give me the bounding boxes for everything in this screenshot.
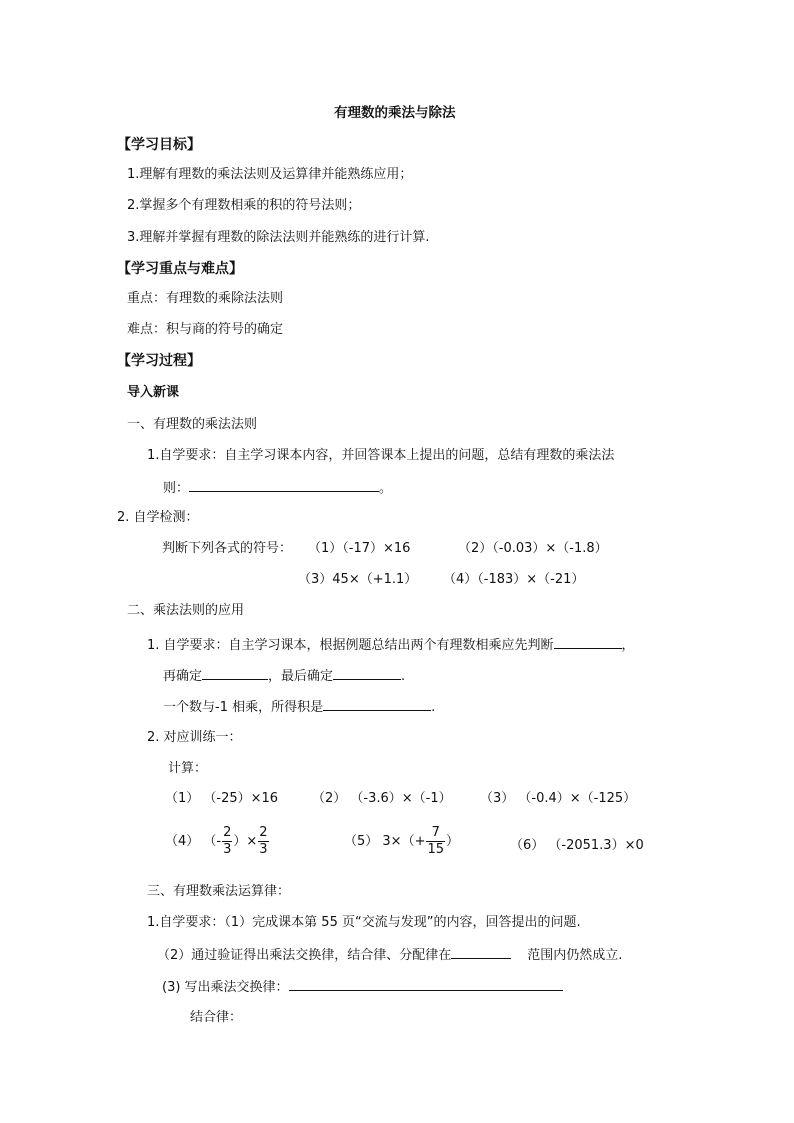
punct: 。 — [379, 481, 393, 496]
goal-item: 2.掌握多个有理数相乘的积的符号法则； — [127, 198, 361, 213]
calc-3: （3） （-0.4）×（-125） — [480, 791, 637, 806]
part1-rule-line — [163, 479, 392, 497]
answer-blank[interactable] — [189, 479, 379, 492]
question-3: （3）45×（+1.1） — [298, 572, 418, 587]
intro-heading: 导入新课 — [127, 385, 180, 400]
fraction — [426, 825, 445, 858]
answer-blank[interactable] — [451, 946, 511, 959]
part2-heading: 二、乘法法则的应用 — [127, 603, 245, 618]
text: （5） 3×（+ — [344, 833, 426, 849]
part1-check-heading: 2. 自学检测： — [117, 510, 199, 525]
question-4: （4）（-183）×（-21） — [443, 572, 585, 587]
part2-requirement — [147, 636, 635, 654]
question-1: （1）（-17）×16 — [308, 541, 411, 556]
question-2: （2）（-0.03）×（-1.8） — [458, 541, 608, 556]
key-header: 【学习重点与难点】 — [117, 261, 243, 277]
page-title: 有理数的乘法与除法 — [334, 105, 456, 121]
neg-one-line — [163, 698, 435, 716]
label: (3) 写出乘法交换律： — [162, 980, 289, 995]
numerator: 2 — [259, 825, 268, 840]
goal-item: 1.理解有理数的乘法法则及运算律并能熟练应用； — [127, 167, 413, 182]
associative-label: 结合律： — [190, 1010, 243, 1025]
denominator: 15 — [427, 842, 445, 857]
part3-heading: 三、有理数乘法运算律： — [147, 884, 291, 899]
numerator: 2 — [223, 825, 232, 840]
calc-1: （1） （-25）×16 — [165, 791, 279, 806]
part1-heading: 一、有理数的乘法法则 — [127, 417, 258, 432]
calc-label: 计算： — [168, 761, 208, 776]
label: ，最后确定 — [268, 669, 334, 684]
label: （2）通过验证得出乘法交换律，结合律、分配律在 — [157, 948, 452, 963]
label: 再确定 — [163, 669, 203, 684]
training-heading: 2. 对应训练一： — [147, 730, 242, 745]
numerator: 7 — [431, 825, 440, 840]
part2-requirement-cont — [163, 667, 405, 685]
calc-6: （6） （-2051.3）×0 — [510, 838, 644, 853]
answer-blank[interactable] — [289, 978, 563, 991]
calc-5 — [344, 825, 459, 858]
part3-req-2 — [157, 946, 622, 964]
goals-header: 【学习目标】 — [117, 137, 201, 153]
part3-req-3 — [162, 978, 563, 996]
answer-blank[interactable] — [554, 636, 622, 649]
label: 范围内仍然成立. — [527, 948, 623, 963]
text: ）× — [233, 833, 258, 849]
punct: . — [431, 700, 436, 715]
label: 则： — [163, 481, 190, 496]
punct: . — [401, 669, 406, 684]
goal-item: 3.理解并掌握有理数的除法法则并能熟练的进行计算. — [127, 230, 430, 245]
label: 一个数与-1 相乘，所得积是 — [163, 700, 324, 715]
calc-2: （2） （-3.6）×（-1） — [312, 791, 452, 806]
fraction — [222, 825, 232, 858]
punct: ， — [621, 638, 635, 653]
label: 1. 自学要求：自主学习课本，根据例题总结出两个有理数相乘应先判断 — [147, 638, 554, 653]
text: （4） （- — [165, 833, 222, 849]
calc-4 — [165, 825, 270, 858]
fraction — [258, 825, 268, 858]
denominator: 3 — [259, 842, 268, 857]
part1-requirement: 1.自学要求：自主学习课本内容，并回答课本上提出的问题，总结有理数的乘法法 — [147, 448, 615, 463]
answer-blank[interactable] — [202, 667, 268, 680]
answer-blank[interactable] — [333, 667, 401, 680]
difficulty: 难点：积与商的符号的确定 — [127, 322, 284, 337]
process-header: 【学习过程】 — [117, 353, 201, 369]
text: ） — [446, 833, 460, 849]
judge-label: 判断下列各式的符号： — [162, 541, 293, 556]
part3-req-1: 1.自学要求：（1）完成课本第 55 页“交流与发现”的内容，回答提出的问题. — [147, 915, 581, 930]
answer-blank[interactable] — [323, 698, 431, 711]
denominator: 3 — [223, 842, 232, 857]
key-point: 重点：有理数的乘除法法则 — [127, 291, 284, 306]
